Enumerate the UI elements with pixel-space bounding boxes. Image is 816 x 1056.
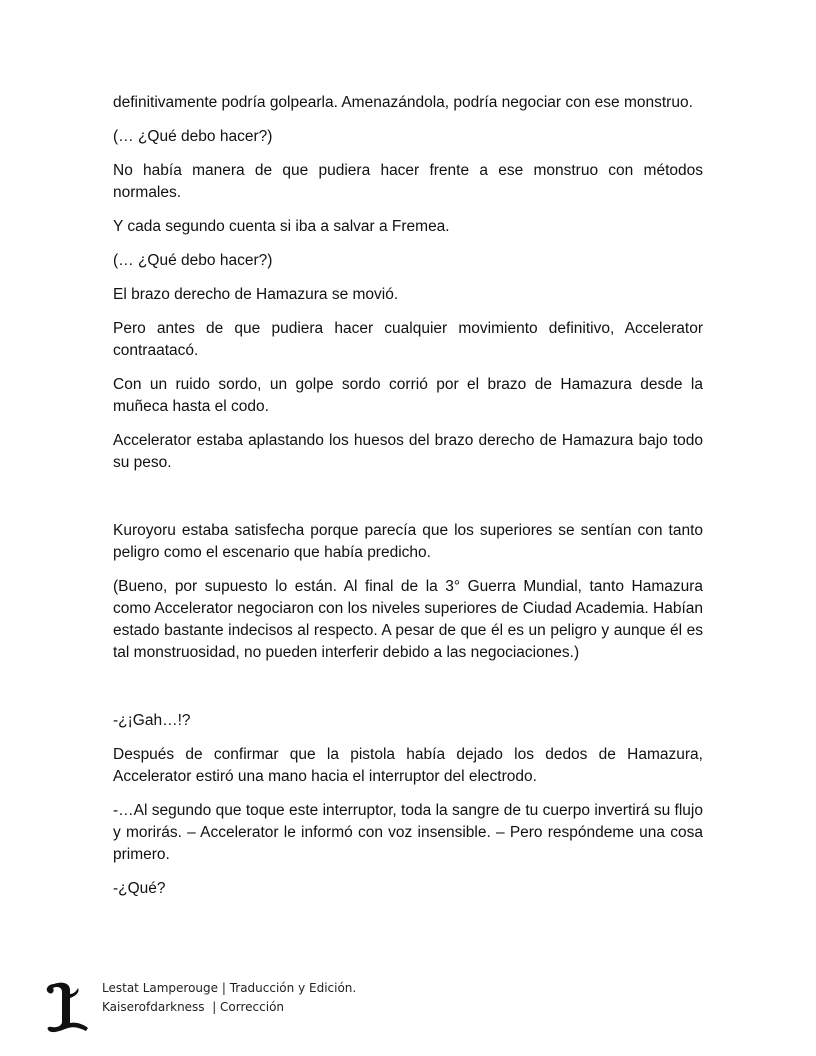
paragraph: No había manera de que pudiera hacer frente a ese monstruo con métodos normales. [113,162,703,201]
body-text [113,92,703,912]
paragraph: -…Al segundo que toque este interruptor, toda la sangre de tu cuerpo invertirá su flujo y morirás. – Accelerator le informó con voz insensible. – Pero respóndeme una cosa primero. [113,802,703,863]
credit-line-translation: Lestat Lamperouge | Traducción y Edición. [102,981,357,995]
paragraph: Kuroyoru estaba satisfecha porque parecía que los superiores se sentían con tanto peligro como el escenario que había predicho. [113,522,703,561]
paragraph: Y cada segundo cuenta si iba a salvar a Fremea. [113,218,450,235]
paragraph: Pero antes de que pudiera hacer cualquier movimiento definitivo, Accelerator contraatacó. [113,320,703,359]
paragraph: Después de confirmar que la pistola había dejado los dedos de Hamazura, Accelerator estiró una mano hacia el interruptor del electrodo. [113,746,703,785]
section-break [113,676,703,710]
paragraph: Con un ruido sordo, un golpe sordo corrió por el brazo de Hamazura desde la muñeca hasta el codo. [113,376,703,415]
footer-credits [102,979,356,1017]
paragraph: (… ¿Qué debo hacer?) [113,128,273,145]
page-footer [40,978,440,1038]
paragraph: (… ¿Qué debo hacer?) [113,252,273,269]
credit-line-correction: Kaiserofdarkness | Corrección [102,1000,285,1014]
paragraph: Accelerator estaba aplastando los huesos del brazo derecho de Hamazura bajo todo su peso. [113,432,703,471]
paragraph: -¿¡Gah…!? [113,712,191,729]
paragraph: -¿Qué? [113,880,166,897]
paragraph: (Bueno, por supuesto lo están. Al final de la 3° Guerra Mundial, tanto Hamazura como Accelerator negociaron con los niveles superiores de Ciudad Academia. Habían estado bastante indecisos al respecto. A pesar de que él es un peligro y aunque él es tal monstruosidad, no pueden interferir debido a las negociaciones.) [113,578,703,661]
section-break [113,486,703,520]
paragraph: definitivamente podría golpearla. Amenazándola, podría negociar con ese monstruo. [113,94,693,111]
paragraph: El brazo derecho de Hamazura se movió. [113,286,399,303]
gothic-l-logo [40,978,90,1034]
